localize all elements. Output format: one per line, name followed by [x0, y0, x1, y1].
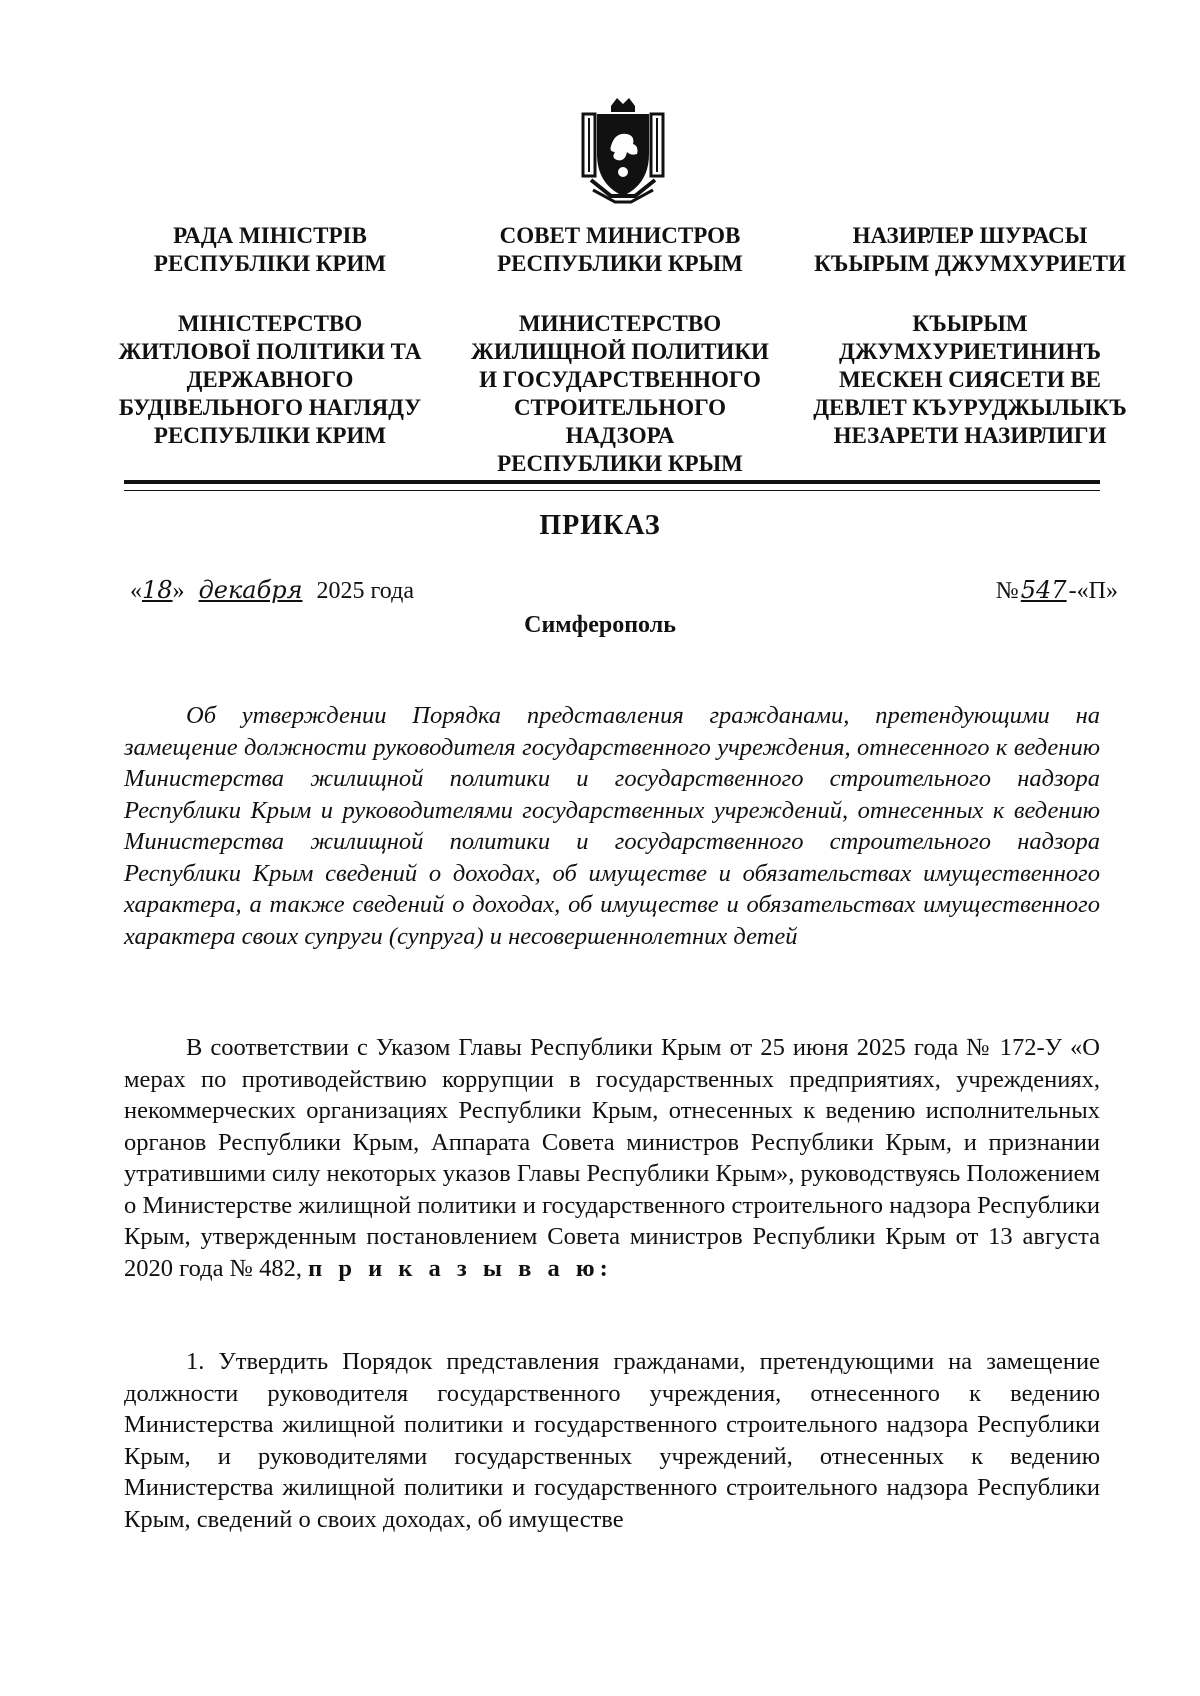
header-ukrainian-ministry: МІНІСТЕРСТВО ЖИТЛОВОЇ ПОЛІТИКИ ТА ДЕРЖАВНОГО БУДІВЕЛЬНОГО НАГЛЯДУ РЕСПУБЛІКИ КРИМ [118, 311, 422, 448]
number-prefix: № [995, 578, 1019, 604]
date-month-handwritten: декабря [198, 576, 303, 604]
document-title: ПРИКАЗ [539, 510, 661, 541]
coat-of-arms-emblem [581, 96, 665, 204]
header-russian-ministry: МИНИСТЕРСТВО ЖИЛИЩНОЙ ПОЛИТИКИ И ГОСУДАРСТВЕННОГО СТРОИТЕЛЬНОГО НАДЗОРА РЕСПУБЛИКИ КРЫМ [471, 311, 769, 476]
header-russian-council: СОВЕТ МИНИСТРОВ РЕСПУБЛИКИ КРЫМ [497, 223, 743, 276]
order-number [996, 576, 1118, 605]
header-crimean-tatar-ministry: КЪЫРЫМ ДЖУМХУРИЕТИНИНЪ МЕСКЕН СИЯСЕТИ ВЕ ДЕВЛЕТ КЪУРУДЖЫЛЫКЪ НЕЗАРЕТИ НАЗИРЛИГИ [813, 311, 1127, 448]
number-suffix: -«П» [1068, 578, 1118, 604]
header-divider-thick [124, 480, 1100, 484]
date-year: 2025 года [316, 578, 414, 604]
date-open-quote: « [130, 578, 142, 604]
header-ukrainian-council: РАДА МІНІСТРІВ РЕСПУБЛІКИ КРИМ [153, 223, 387, 276]
date-day-handwritten: 18 [142, 576, 173, 604]
date-close-quote: » [172, 578, 185, 604]
city-name: Симферополь [524, 612, 676, 638]
header-crimean-tatar-council: НАЗИРЛЕР ШУРАСЫ КЪЫРЫМ ДЖУМХУРИЕТИ [814, 223, 1126, 276]
order-date [130, 576, 414, 605]
preamble-text: В соответствии с Указом Главы Республики Крым от 25 июня 2025 года № 172-У «О мерах по противодействию коррупции в государственных предприятиях, учреждениях, некоммерческих организациях Республики Крым, отнесенных к ведению исполнительных органов Республики Крым, Аппарата Совета министров Республики Крым, и признании утратившими силу некоторых указов Главы Республики Крым», руководствуясь Положением о Министерстве жилищной политики и государственного строительного надзора Республики Крым, утвержденным постановлением Совета министров Республики Крым от 13 августа 2020 года № 482, [124, 1034, 1100, 1282]
header-divider-thin [124, 490, 1100, 491]
preamble-paragraph [124, 1032, 1100, 1284]
order-word: п р и к а з ы в а ю: [308, 1254, 613, 1282]
item-1-paragraph: 1. Утвердить Порядок представления гражданами, претендующими на замещение должности руководителя государственного учреждения, отнесенного к ведению Министерства жилищной политики и государственного строительного надзора Республики Крым, и руководителями государственных учреждений, отнесенных к ведению Министерства жилищной политики и государственного строительного надзора Республики Крым, сведений о своих доходах, об имуществе [124, 1348, 1100, 1533]
order-subject: Об утверждении Порядка представления гражданами, претендующими на замещение должности руководителя государственного учреждения, отнесенного к ведению Министерства жилищной политики и государственного строительного надзора Республики Крым и руководителями государственных учреждений, отнесенных к ведению Министерства жилищной политики и государственного строительного надзора Республики Крым сведений о доходах, об имуществе и обязательствах имущественного характера, а также сведений о доходах, об имуществе и обязательствах имущественного характера своих супруги (супруга) и несовершеннолетних детей [124, 702, 1100, 950]
number-handwritten: 547 [1020, 576, 1067, 604]
